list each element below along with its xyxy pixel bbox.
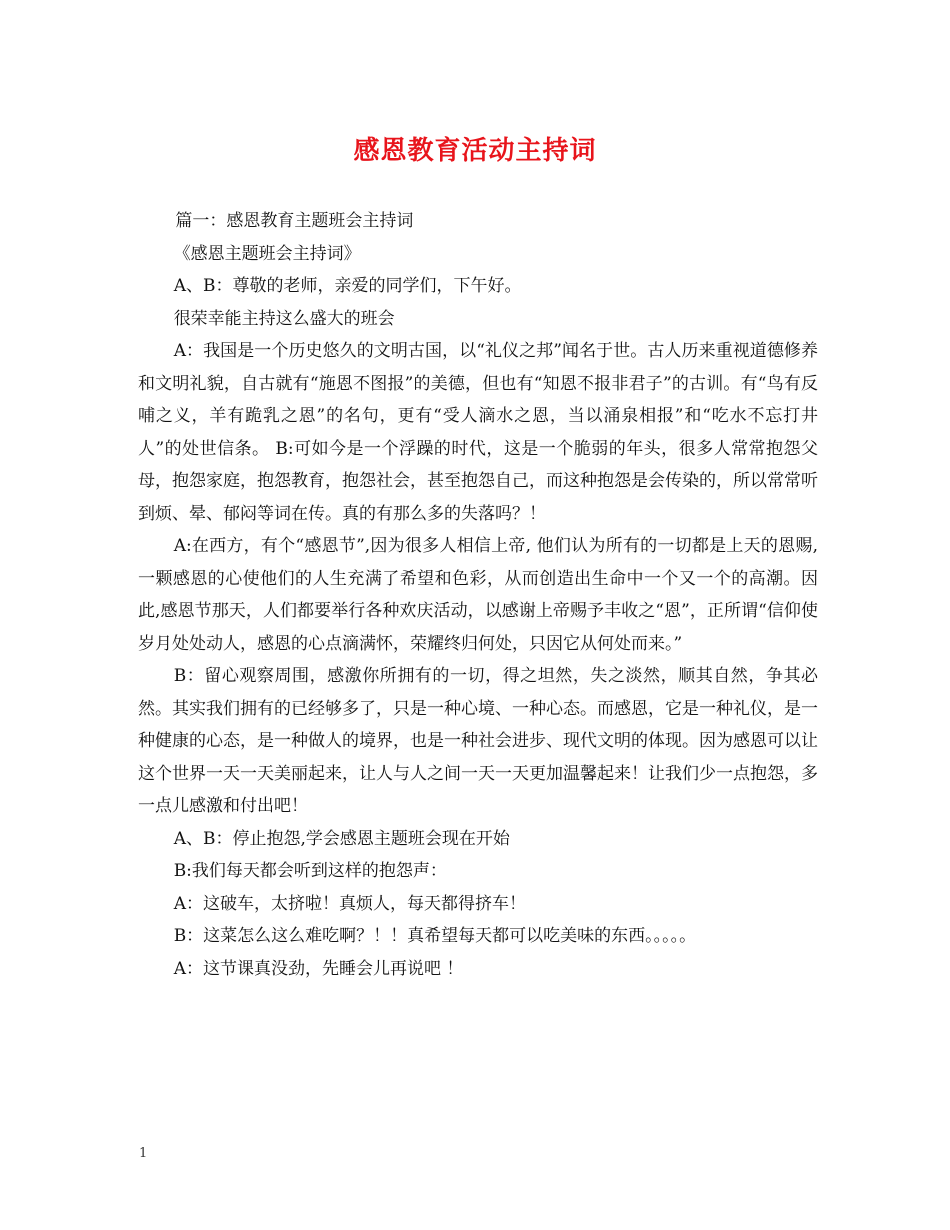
paragraph: A：这破车，太挤啦！真烦人，每天都得挤车！: [173, 893, 526, 914]
paragraph: A、B：尊敬的老师，亲爱的同学们，下午好。: [173, 276, 522, 296]
paragraph: B:我们每天都会听到这样的抱怨声：: [173, 861, 447, 881]
paragraph: A：这节课真没劲，先睡会儿再说吧 ！: [173, 958, 464, 979]
section-heading: 篇一：感恩教育主题班会主持词: [175, 211, 414, 231]
document-body: [138, 205, 818, 985]
paragraph: A、B：停止抱怨,学会感恩主题班会现在开始: [173, 828, 510, 849]
paragraph: A:在西方，有个“感恩节”,因为很多人相信上帝, 他们认为所有的一切都是上天的恩赐,一颗感恩的心使他们的人生充满了希望和色彩，从而创造出生命中一个又一个的高潮。因此,感恩节那天，人们都要举行各种欢庆活动，以感谢上帝赐予丰收之“恩”，正所谓“信仰使岁月处处动人，感恩的心点滴满怀，荣耀终归何处，只因它从何处而来。”: [138, 536, 818, 654]
document-title: 感恩教育活动主持词: [353, 136, 597, 166]
paragraph: A：我国是一个历史悠久的文明古国，以“礼仪之邦”闻名于世。古人历来重视道德修养和文明礼貌，自古就有“施恩不图报”的美德，但也有“知恩不报非君子”的古训。有“鸟有反哺之义，羊有跪乳之恩”的名句，更有“受人滴水之恩，当以涌泉相报”和“吃水不忘打井人”的处世信条。 B:可如今是一个浮躁的时代，这是一个脆弱的年头，很多人常常抱怨父母，抱怨家庭，抱怨教育，抱怨社会，甚至抱怨自己，而这种抱怨是会传染的，所以常常听到烦、晕、郁闷等词在传。真的有那么多的失落吗？！: [138, 341, 818, 524]
sub-heading: 《感恩主题班会主持词》: [173, 243, 361, 264]
paragraph: B：留心观察周围，感激你所拥有的一切，得之坦然，失之淡然，顺其自然，争其必然。其实我们拥有的已经够多了，只是一种心境、一种心态。而感恩，它是一种礼仪，是一种健康的心态，是一种做人的境界，也是一种社会进步、现代文明的体现。因为感恩可以让这个世界一天一天美丽起来，让人与人之间一天一天更加温馨起来！让我们少一点抱怨，多一点儿感激和付出吧！: [138, 666, 818, 816]
page-number: 1: [139, 1146, 148, 1161]
paragraph: 很荣幸能主持这么盛大的班会: [173, 308, 395, 329]
paragraph: B：这菜怎么这么难吃啊？！！真希望每天都可以吃美味的东西。。。。。: [173, 926, 697, 946]
